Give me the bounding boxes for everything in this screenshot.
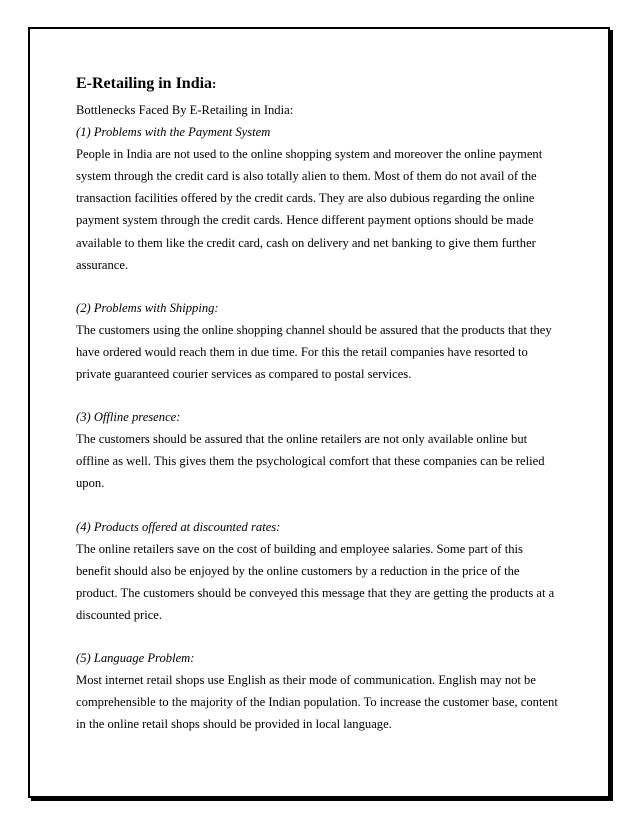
section-5 (76, 647, 576, 735)
body-line: payment system through the credit cards. Hence different payment options should be made (76, 213, 534, 228)
title-text: E-Retailing in India (76, 75, 213, 92)
sections-container (76, 121, 576, 735)
body-line: comprehensible to the majority of the Indian population. To increase the customer base, content (76, 695, 558, 710)
body-line: The customers using the online shopping channel should be assured that the products that they (76, 322, 552, 337)
section-heading: (3) Offline presence: (76, 410, 181, 425)
section-3 (76, 406, 576, 494)
body-line: The online retailers save on the cost of building and employee salaries. Some part of this (76, 541, 523, 556)
section-4 (76, 516, 576, 626)
body-line: system through the credit card is also totally alien to them. Most of them do not avail of the (76, 169, 537, 184)
section-1 (76, 121, 576, 276)
section-heading: (1) Problems with the Payment System (76, 125, 271, 140)
body-line: Most internet retail shops use English as their mode of communication. English may not be (76, 673, 536, 688)
section-heading: (4) Products offered at discounted rates: (76, 519, 281, 534)
body-line: available to them like the credit card, cash on delivery and net banking to give them further (76, 235, 536, 250)
subtitle: Bottlenecks Faced By E-Retailing in India: (76, 103, 294, 117)
body-line: People in India are not used to the online shopping system and moreover the online payment (76, 147, 543, 162)
section-body (76, 669, 576, 735)
body-line: private guaranteed courier services as compared to postal services. (76, 367, 412, 382)
body-line: in the online retail shops should be provided in local language. (76, 717, 392, 732)
body-line: transaction facilities offered by the credit cards. They are also dubious regarding the online (76, 191, 535, 206)
title-suffix: : (212, 76, 217, 91)
section-heading: (5) Language Problem: (76, 650, 195, 665)
body-line: upon. (76, 476, 105, 491)
body-line: benefit should also be enjoyed by the online customers by a reduction in the price of the (76, 563, 520, 578)
section-body (76, 428, 576, 494)
body-line: have ordered would reach them in due time. For this the retail companies have resorted to (76, 344, 528, 359)
section-2 (76, 297, 576, 385)
body-line: discounted price. (76, 607, 163, 622)
section-body (76, 538, 576, 626)
section-body (76, 319, 576, 385)
body-line: The customers should be assured that the online retailers are not only available online but (76, 432, 528, 447)
document-content (76, 72, 576, 756)
section-heading: (2) Problems with Shipping: (76, 300, 219, 315)
page-title (76, 72, 576, 96)
section-body (76, 143, 576, 276)
body-line: product. The customers should be conveyed this message that they are getting the products at a (76, 585, 555, 600)
body-line: offline as well. This gives them the psychological comfort that these companies can be relied (76, 454, 545, 469)
body-line: assurance. (76, 257, 129, 272)
